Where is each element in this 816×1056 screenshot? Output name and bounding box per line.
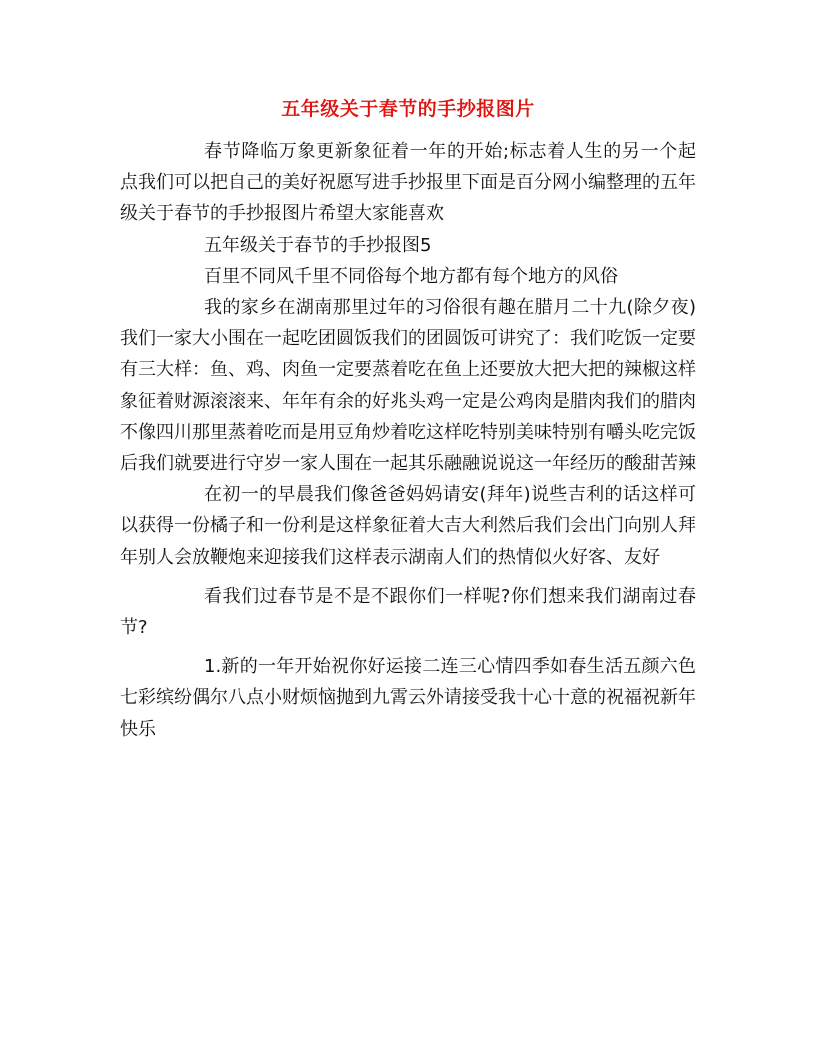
invitation-paragraph: 看我们过春节是不是不跟你们一样呢?你们想来我们湖南过春节? xyxy=(120,585,696,639)
hometown-paragraph: 我的家乡在湖南那里过年的习俗很有趣在腊月二十九(除夕夜)我们一家大小围在一起吃团圆饭我们的团圆饭可讲究了：我们吃饭一定要有三大样：鱼、鸡、肉鱼一定要蒸着吃在鱼上还要放大把大把的辣椒这样象征着财源滚滚来、年年有余的好兆头鸡一定是公鸡肉是腊肉我们的腊肉不像四川那里蒸着吃而是用豆角炒着吃这样吃特别美味特别有嚼头吃完饭后我们就要进行守岁一家人围在一起其乐融融说说这一年经历的酸甜苦辣 xyxy=(120,297,696,475)
greeting-paragraph: 1.新的一年开始祝你好运接二连三心情四季如春生活五颜六色七彩缤纷偶尔八点小财烦恼抛到九霄云外请接受我十心十意的祝福祝新年快乐 xyxy=(120,656,696,740)
intro-paragraph: 春节降临万象更新象征着一年的开始;标志着人生的另一个起点我们可以把自己的美好祝愿写进手抄报里下面是百分网小编整理的五年级关于春节的手抄报图片希望大家能喜欢 xyxy=(120,141,696,225)
customs-paragraph: 百里不同风千里不同俗每个地方都有每个地方的风俗 xyxy=(204,265,618,287)
image-caption: 五年级关于春节的手抄报图5 xyxy=(204,234,432,256)
document-title: 五年级关于春节的手抄报图片 xyxy=(281,98,535,120)
document-body xyxy=(120,136,696,745)
new-year-morning-paragraph: 在初一的早晨我们像爸爸妈妈请安(拜年)说些吉利的话这样可以获得一份橘子和一份利是这样象征着大吉大利然后我们会出门向别人拜年别人会放鞭炮来迎接我们这样表示湖南人们的热情似火好客、友好 xyxy=(120,484,696,568)
